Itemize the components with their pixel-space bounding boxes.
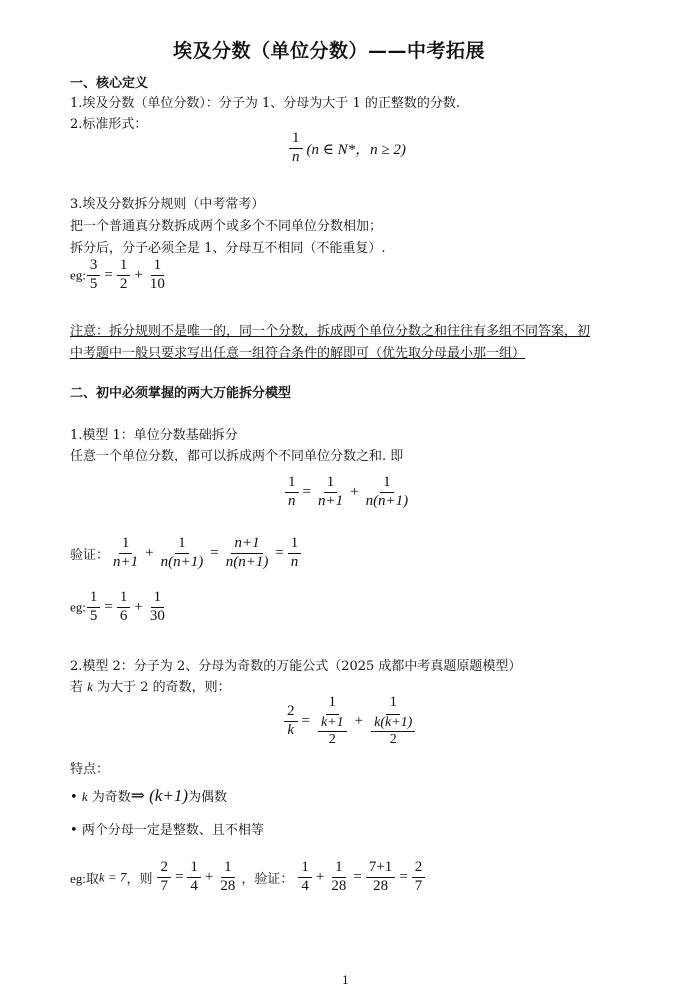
equals-sign: =: [275, 544, 284, 561]
bullet-icon: •: [70, 790, 78, 805]
frac-den: 28: [220, 877, 236, 894]
frac-num-1: 1: [386, 695, 400, 715]
plus-sign: +: [204, 868, 214, 885]
section-2-heading: 二、初中必须掌握的两大万能拆分模型: [70, 386, 292, 401]
eg-verify-label: ，验证：: [241, 870, 294, 886]
eg-connector: ，则: [126, 870, 153, 886]
feature-1-suffix: 为偶数: [187, 790, 227, 805]
plus-sign: +: [350, 483, 359, 500]
definition-2: 2.标准形式：: [70, 117, 148, 132]
frac-num: 1: [119, 536, 133, 554]
feature-1: [70, 786, 227, 806]
example-2: [70, 590, 169, 625]
frac-den: 7: [414, 877, 423, 894]
frac-num: 3: [87, 258, 101, 276]
frac-den: n(n+1): [160, 553, 204, 570]
section-1-heading: 一、核心定义: [70, 76, 149, 91]
frac-num: 7+1: [366, 860, 395, 878]
rule-title: 3.埃及分数拆分规则（中考常考）: [70, 197, 265, 212]
rule-line-2: 拆分后，分子必须全是 1、分母互不相同（不能重复）.: [70, 241, 386, 256]
frac-num: k+1: [318, 716, 347, 733]
definition-1: 1.埃及分数（单位分数）：分子为 1、分母为大于 1 的正整数的分数.: [70, 96, 460, 111]
equals-sign: =: [301, 713, 310, 730]
model-2-formula: [283, 695, 420, 748]
plus-sign: +: [145, 544, 154, 561]
implies-arrow-icon: ⇒: [130, 786, 145, 805]
equals-sign: =: [174, 868, 184, 885]
plus-sign: +: [134, 598, 143, 615]
equals-sign: =: [104, 266, 113, 283]
frac-den: 2: [119, 275, 128, 292]
equals-sign: =: [104, 598, 113, 615]
note-line-2: 中考题中一般只要求写出任意一组符合条件的解即可（优先取分母最小那一组）: [70, 346, 526, 361]
frac-den: [367, 715, 419, 748]
frac-num: 1: [380, 475, 394, 493]
page-title: 埃及分数（单位分数）——中考拓展: [173, 40, 486, 62]
frac-num: 2: [157, 860, 171, 878]
frac-num: 2: [284, 704, 298, 722]
frac-den: 5: [89, 275, 98, 292]
frac-den: n+1: [113, 553, 139, 570]
bullet-icon: •: [70, 823, 78, 838]
frac-den: k: [287, 722, 295, 739]
frac-num: n+1: [231, 536, 262, 554]
frac-den: 7: [160, 877, 168, 894]
frac-den: n(n+1): [365, 492, 409, 509]
eg-k-value: k = 7: [98, 869, 127, 885]
variable-k: k: [81, 789, 88, 804]
frac-den: n+1: [317, 492, 344, 509]
frac-num-1: 1: [326, 695, 340, 715]
model-1-formula: [284, 475, 412, 510]
plus-sign: +: [315, 868, 325, 885]
frac-den: 2: [389, 732, 397, 748]
plus-sign: +: [354, 713, 364, 730]
note-line-1: 注意：拆分规则不是唯一的，同一个分数，拆成两个单位分数之和往往有多组不同答案，初: [70, 324, 591, 339]
model-2-condition: [70, 676, 231, 695]
frac-num: 1: [298, 860, 312, 878]
frac-num: 1: [151, 590, 165, 608]
model-1-verification: [70, 536, 302, 571]
frac-den: 6: [119, 607, 128, 624]
frac-num: 1: [332, 860, 346, 878]
equals-sign: =: [353, 868, 362, 885]
frac-num: 1: [289, 131, 303, 149]
equals-sign: =: [210, 544, 219, 561]
condition-prefix: 若: [70, 680, 84, 695]
condition-suffix: 为大于 2 的奇数，则：: [97, 680, 231, 695]
frac-den: n: [292, 148, 300, 165]
frac-num: 1: [285, 475, 299, 493]
eg-label: eg:: [70, 599, 86, 615]
feature-2: [70, 819, 264, 838]
example-3: [70, 860, 426, 895]
plus-sign: +: [134, 266, 143, 283]
frac-den: 30: [149, 607, 165, 624]
frac-num: 1: [187, 860, 201, 878]
frac-den: n: [288, 492, 296, 509]
eg-label: eg:: [70, 267, 86, 283]
frac-num: 1: [151, 258, 165, 276]
frac-den: [314, 715, 351, 748]
frac-den: n(n+1): [225, 553, 269, 570]
example-1: [70, 258, 169, 293]
frac-den: 5: [89, 607, 98, 624]
frac-num: 1: [117, 258, 131, 276]
frac-num: 1: [175, 536, 189, 554]
feature-1-mid: 为奇数: [91, 790, 131, 805]
frac-num: 1: [324, 475, 338, 493]
frac-den: 4: [301, 877, 309, 894]
frac-den: n: [290, 553, 299, 570]
frac-den: 2: [328, 732, 336, 748]
frac-den: 4: [190, 877, 198, 894]
frac-num: 1: [87, 590, 101, 608]
frac-num: 2: [412, 860, 426, 878]
frac-num: 1: [221, 860, 235, 878]
eg-label: eg:取: [70, 870, 99, 886]
frac-num: k(k+1): [371, 716, 415, 733]
model-1-description: 任意一个单位分数，都可以拆成两个不同单位分数之和. 即: [70, 449, 404, 464]
page-number: 1: [342, 974, 349, 987]
frac-num: 1: [288, 536, 302, 554]
frac-den: 28: [331, 877, 347, 894]
frac-den: 10: [149, 275, 165, 292]
model-1-title: 1.模型 1：单位分数基础拆分: [70, 428, 238, 443]
standard-form-formula: [288, 131, 409, 166]
feature-1-expression: (k+1): [149, 786, 188, 805]
features-label: 特点：: [70, 762, 110, 777]
model-2-title: 2.模型 2：分子为 2、分母为奇数的万能公式（2025 成都中考真题原题模型）: [70, 659, 522, 674]
equals-sign: =: [302, 483, 311, 500]
frac-den: 28: [373, 877, 389, 894]
equals-sign: =: [399, 868, 408, 885]
verify-label: 验证：: [70, 546, 110, 562]
variable-k: k: [87, 679, 93, 694]
standard-form-condition: (n ∈ N*，n ≥ 2): [306, 141, 406, 158]
frac-num: 1: [117, 590, 131, 608]
rule-line-1: 把一个普通真分数拆成两个或多个不同单位分数相加；: [70, 219, 383, 234]
feature-2-text: 两个分母一定是整数、且不相等: [81, 823, 264, 838]
